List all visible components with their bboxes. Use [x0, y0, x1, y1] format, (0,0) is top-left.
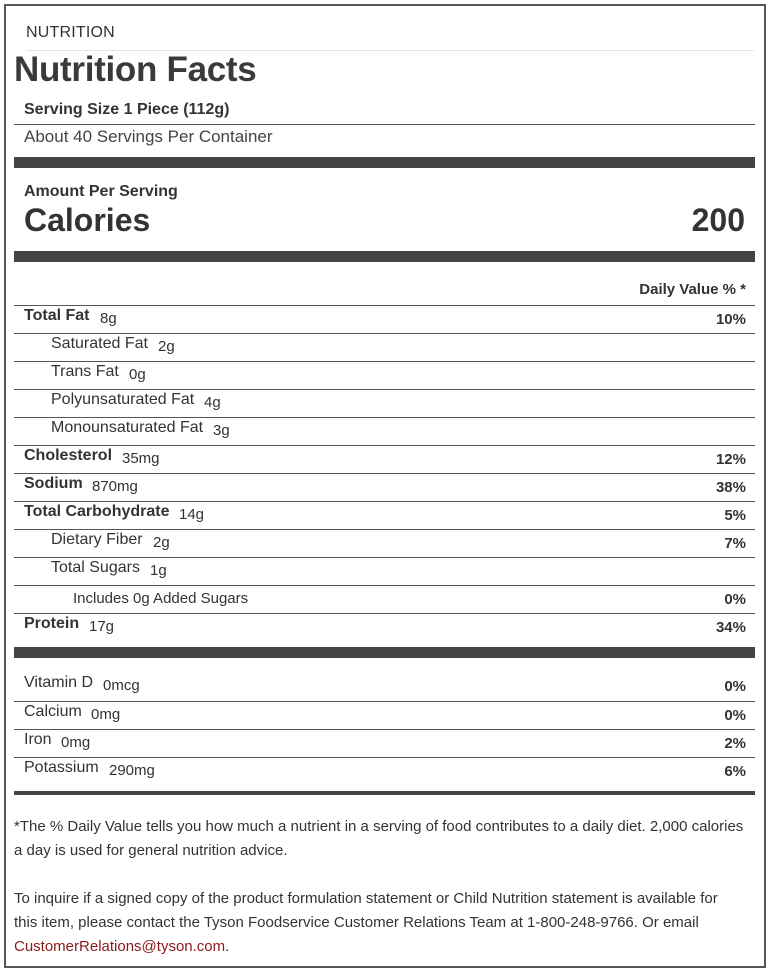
- nutrient-name: Trans Fat: [51, 363, 119, 380]
- vitamin-daily-value: 0%: [724, 678, 746, 695]
- vitamin-name: Calcium: [24, 703, 82, 720]
- nutrient-row-monounsaturated-fat: [14, 417, 755, 445]
- nutrient-row-sodium: [14, 473, 755, 501]
- nutrient-amount: 2g: [158, 338, 175, 355]
- vitamin-row-calcium: [14, 701, 755, 729]
- nutrient-name: Total Carbohydrate: [24, 503, 170, 520]
- amount-per-serving: Amount Per Serving: [24, 183, 178, 200]
- vitamin-daily-value: 6%: [724, 763, 746, 780]
- vitamin-name: Potassium: [24, 759, 99, 776]
- vitamin-row-iron: [14, 729, 755, 757]
- nutrient-daily-value: 5%: [724, 507, 746, 524]
- nutrient-row-dietary-fiber: [14, 529, 755, 557]
- nutrient-name: Total Sugars: [51, 559, 140, 576]
- thick-divider: [14, 251, 755, 262]
- nutrient-row-total-fat: [14, 305, 755, 333]
- nutrient-amount: 3g: [213, 422, 230, 439]
- nutrient-name: Monounsaturated Fat: [51, 419, 204, 436]
- nutrient-daily-value: 0%: [724, 591, 746, 608]
- nutrient-amount: 17g: [89, 618, 115, 635]
- nutrient-amount: 8g: [100, 310, 117, 327]
- nutrient-name: Protein: [24, 615, 80, 632]
- section-label: NUTRITION: [26, 24, 115, 41]
- calories-value: 200: [691, 202, 745, 238]
- nutrient-amount: 1g: [150, 562, 167, 579]
- nutrient-row-saturated-fat: [14, 333, 755, 361]
- nutrient-amount: 0g: [129, 366, 146, 383]
- nutrient-daily-value: 7%: [724, 535, 746, 552]
- serving-size: Serving Size 1 Piece (112g): [24, 101, 230, 118]
- vitamin-name: Iron: [24, 731, 52, 748]
- nutrient-row-total-sugars: [14, 557, 755, 585]
- vitamin-daily-value: 2%: [724, 735, 746, 752]
- thick-divider: [14, 157, 755, 168]
- nutrient-amount: 35mg: [122, 450, 160, 467]
- thick-divider: [14, 647, 755, 658]
- nutrient-name: Total Fat: [24, 307, 90, 324]
- inquiry-end: .: [225, 938, 230, 955]
- vitamin-amount: 0mg: [91, 706, 121, 723]
- vitamin-amount: 0mcg: [103, 677, 140, 694]
- nutrition-facts-title: Nutrition Facts: [14, 50, 257, 89]
- nutrient-daily-value: 10%: [715, 311, 746, 328]
- nutrient-daily-value: 12%: [715, 451, 746, 468]
- nutrient-name: Includes 0g Added Sugars: [73, 590, 249, 607]
- nutrient-row-cholesterol: [14, 445, 755, 473]
- vitamin-daily-value: 0%: [724, 707, 746, 724]
- nutrient-amount: 2g: [153, 534, 170, 551]
- vitamin-amount: 0mg: [61, 734, 91, 751]
- vitamin-row-potassium: [14, 757, 755, 785]
- daily-value-footnote: *The % Daily Value tells you how much a nutrient in a serving of food contributes to a daily diet. 2,000 calories a day is used for general nutrition advice.: [14, 818, 744, 859]
- servings-per-container: About 40 Servings Per Container: [24, 127, 273, 146]
- nutrient-name: Dietary Fiber: [51, 531, 143, 548]
- nutrient-amount: 870mg: [92, 478, 138, 495]
- nutrient-amount: 4g: [204, 394, 221, 411]
- nutrient-name: Saturated Fat: [51, 335, 148, 352]
- nutrient-name: Polyunsaturated Fat: [51, 391, 195, 408]
- bottom-divider: [14, 791, 755, 795]
- vitamin-amount: 290mg: [109, 762, 155, 779]
- nutrient-name: Sodium: [24, 475, 83, 492]
- divider: [14, 124, 755, 125]
- vitamin-row-vitamin-d: [14, 673, 755, 701]
- vitamin-name: Vitamin D: [24, 674, 94, 691]
- nutrient-daily-value: 38%: [715, 479, 746, 496]
- nutrient-row-trans-fat: [14, 361, 755, 389]
- customer-relations-email-link[interactable]: CustomerRelations@tyson.com: [14, 938, 226, 955]
- inquiry-note: [14, 887, 744, 959]
- nutrient-row-total-carbohydrate: [14, 501, 755, 529]
- daily-value-header: Daily Value % *: [639, 281, 746, 298]
- inquiry-text: To inquire if a signed copy of the product formulation statement or Child Nutrition statement is available for this item, please contact the Tyson Foodservice Customer Relations Team at 1-800-248-9766. Or email: [14, 890, 718, 931]
- nutrient-row-polyunsaturated-fat: [14, 389, 755, 417]
- nutrient-daily-value: 34%: [715, 619, 746, 636]
- nutrient-row-protein: [14, 613, 755, 641]
- nutrient-name: Cholesterol: [24, 447, 113, 464]
- nutrient-amount: 14g: [179, 506, 205, 523]
- calories-label: Calories: [24, 202, 151, 238]
- nutrient-row-added-sugars: [14, 585, 755, 613]
